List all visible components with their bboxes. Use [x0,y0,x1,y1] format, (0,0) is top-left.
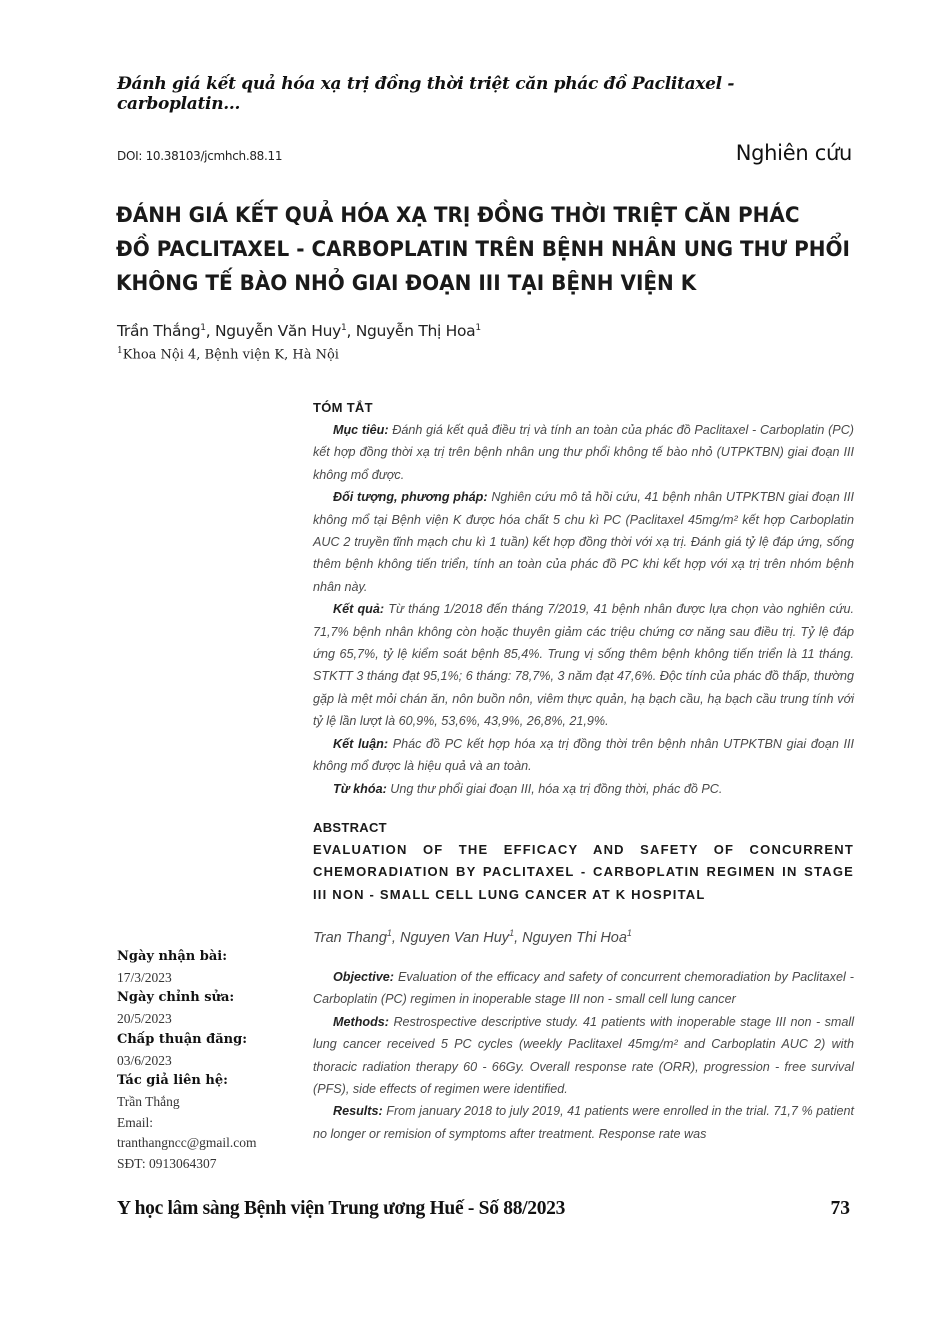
abstract-column [313,400,854,1145]
info-key-revised: Ngày chỉnh sửa: [117,990,235,1006]
title-line: ĐỒ PACLITAXEL - CARBOPLATIN TRÊN BỆNH NHÂN UNG THƯ PHỔI [116,237,850,262]
para-text: Ung thư phổi giai đoạn III, hóa xạ trị đồng thời, phác đồ PC. [390,781,723,796]
para-text: Từ tháng 1/2018 đến tháng 7/2019, 41 bệnh nhân được lựa chọn vào nghiên cứu. 71,7% bệnh nhân không còn hoặc thuyên giảm các triệu chứng cơ năng sau điều trị. Tỷ lệ đáp ứng 65,7%, tỷ lệ kiểm soát bệnh 85,4%. Trung vị sống thêm bệnh không tiến triển là 11 tháng. STKTT 3 tháng đạt 95,1%; 6 tháng: 78,7%, 3 năm đạt 47,6%. Độc tính của phác đồ thấp, thường gặp là mệt mỏi chán ăn, nôn buồn nôn, viêm thực quản, hạ bạch cầu, hạ bạch cầu trung tính với tỷ lệ lần lượt là 60,9%, 53,6%, 43,9%, 26,8%, 21,9%. [313,602,854,729]
doi[interactable]: DOI: 10.38103/jcmhch.88.11 [117,149,283,163]
para-label: Kết luận: [333,736,389,751]
abstract-title: EVALUATION OF THE EFFICACY AND SAFETY OF CONCURRENT CHEMORADIATION BY PACLITAXEL - CARBOPLATIN REGIMEN IN STAGE III NON - SMALL CELL LUNG CANCER AT K HOSPITAL [313,841,854,902]
info-value-corresponding: Trần Thắng [117,1093,180,1109]
abstract-results [313,1100,854,1145]
affiliation-sup: 1 [117,346,123,356]
tom-tat-objective [313,419,854,486]
affiliation-text: Khoa Nội 4, Bệnh viện K, Hà Nội [122,347,339,363]
tom-tat-methods [313,486,854,598]
tom-tat-heading: TÓM TẮT [313,400,373,415]
author-name: Tran Thang [313,929,387,946]
abstract-objective [313,966,854,1011]
info-value-revised: 20/5/2023 [117,1011,172,1027]
abstract-heading: ABSTRACT [313,819,387,835]
author-name: Trần Thắng [117,322,201,340]
info-key-accepted: Chấp thuận đăng: [117,1031,247,1047]
info-value-accepted: 03/6/2023 [117,1052,172,1068]
para-label: Đối tượng, phương pháp: [333,490,488,505]
para-text: Restrospective descriptive study. 41 patients with inoperable stage III non - small lung cancer received 5 PC cycles (weekly Paclitaxel 45mg/m² and Carboplatin AUC 2) with thoracic radiation therapy 60 - 66Gy. Overall response rate (ORR), progression - free survival (PFS), side effects of regimen were identified. [313,1014,855,1096]
author-name: Nguyễn Thị Hoa [355,322,476,340]
para-label: Kết quả: [333,602,385,617]
para-text: Evaluation of the efficacy and safety of concurrent chemoradiation by Paclitaxel - Carboplatin (PC) regimen in inoperable stage III non - small cell lung cancer [313,969,855,1007]
affiliation [117,346,339,362]
author-name: Nguyen Thi Hoa [522,929,627,946]
para-label: Results: [333,1104,383,1119]
para-label: Methods: [333,1014,389,1029]
para-label: Objective: [333,969,394,984]
para-text: Phác đồ PC kết hợp hóa xạ trị đồng thời trên bệnh nhân UTPKTBN giai đoạn III không mổ được là hiệu quả và an toàn. [313,736,855,774]
page-number: 73 [830,1198,850,1219]
running-title: Đánh giá kết quả hóa xạ trị đồng thời triệt căn phác đồ Paclitaxel - carboplatin... [117,74,735,114]
title-line: ĐÁNH GIÁ KẾT QUẢ HÓA XẠ TRỊ ĐỒNG THỜI TRIỆT CĂN PHÁC [116,203,800,228]
author-sup: 1 [509,928,515,939]
author-name: Nguyen Van Huy [399,929,510,946]
section-label: Nghiên cứu [735,141,852,165]
phone-number: SĐT: 0913064307 [117,1156,217,1172]
email-address[interactable]: tranthangncc@gmail.com [117,1135,257,1151]
title-line: KHÔNG TẾ BÀO NHỎ GIAI ĐOẠN III TẠI BỆNH VIỆN K [116,271,697,296]
tom-tat-keywords [313,778,854,800]
para-label: Mục tiêu: [333,423,389,437]
tom-tat-results [313,598,854,732]
author-name: Nguyễn Văn Huy [214,322,341,340]
author-list: Trần Thắng$^1$, Nguyễn Văn Huy$^1$, Nguyễn Thị Hoa$^1$ [117,322,481,340]
info-key-received: Ngày nhận bài: [117,949,228,964]
info-key-corresponding: Tác giả liên hệ: [117,1073,228,1089]
author-sup: 1 [475,322,481,333]
article-info-sidebar [117,947,297,1175]
abstract-author-list: Tran Thang$^1$, Nguyen Van Huy$^1$, Nguyen Thi Hoa$^1$ [313,928,632,946]
tom-tat-conclusion [313,733,854,778]
article-title [116,199,860,301]
abstract-methods [313,1011,854,1101]
author-sup: 1 [341,322,347,333]
para-label: Từ khóa: [333,781,387,796]
info-value-received: 17/3/2023 [117,969,172,985]
para-text: From january 2018 to july 2019, 41 patients were enrolled in the trial. 71,7 % patient no longer or remision of symptoms after treatment. Response rate was [313,1104,855,1141]
author-sup: 1 [386,928,392,939]
author-sup: 1 [626,928,632,939]
para-text: Đánh giá kết quả điều trị và tính an toàn của phác đồ Paclitaxel - Carboplatin (PC) kết hợp đồng thời xạ trị trên bệnh nhân ung thư phổi không tế bào nhỏ (UTPKTBN) giai đoạn III không mổ được. [313,423,854,482]
para-text: Nghiên cứu mô tả hồi cứu, 41 bệnh nhân UTPKTBN giai đoạn III không mổ tại Bệnh viện K được hóa chất 5 chu kì PC (Paclitaxel 45mg/m² kết hợp Carboplatin AUC 2 truyền tĩnh mạch chu kì 1 tuần) kết hợp đồng thời với xạ trị. Đánh giá tỷ lệ đáp ứng, sống thêm bệnh không tiến triển, tính an toàn của phác đồ PC khi kết hợp với xạ trị trên nhóm bệnh nhân này. [313,490,854,594]
journal-footer: Y học lâm sàng Bệnh viện Trung ương Huế - Số 88/2023 [117,1198,566,1219]
author-sup: 1 [200,322,206,333]
email-label: Email: [117,1114,153,1130]
